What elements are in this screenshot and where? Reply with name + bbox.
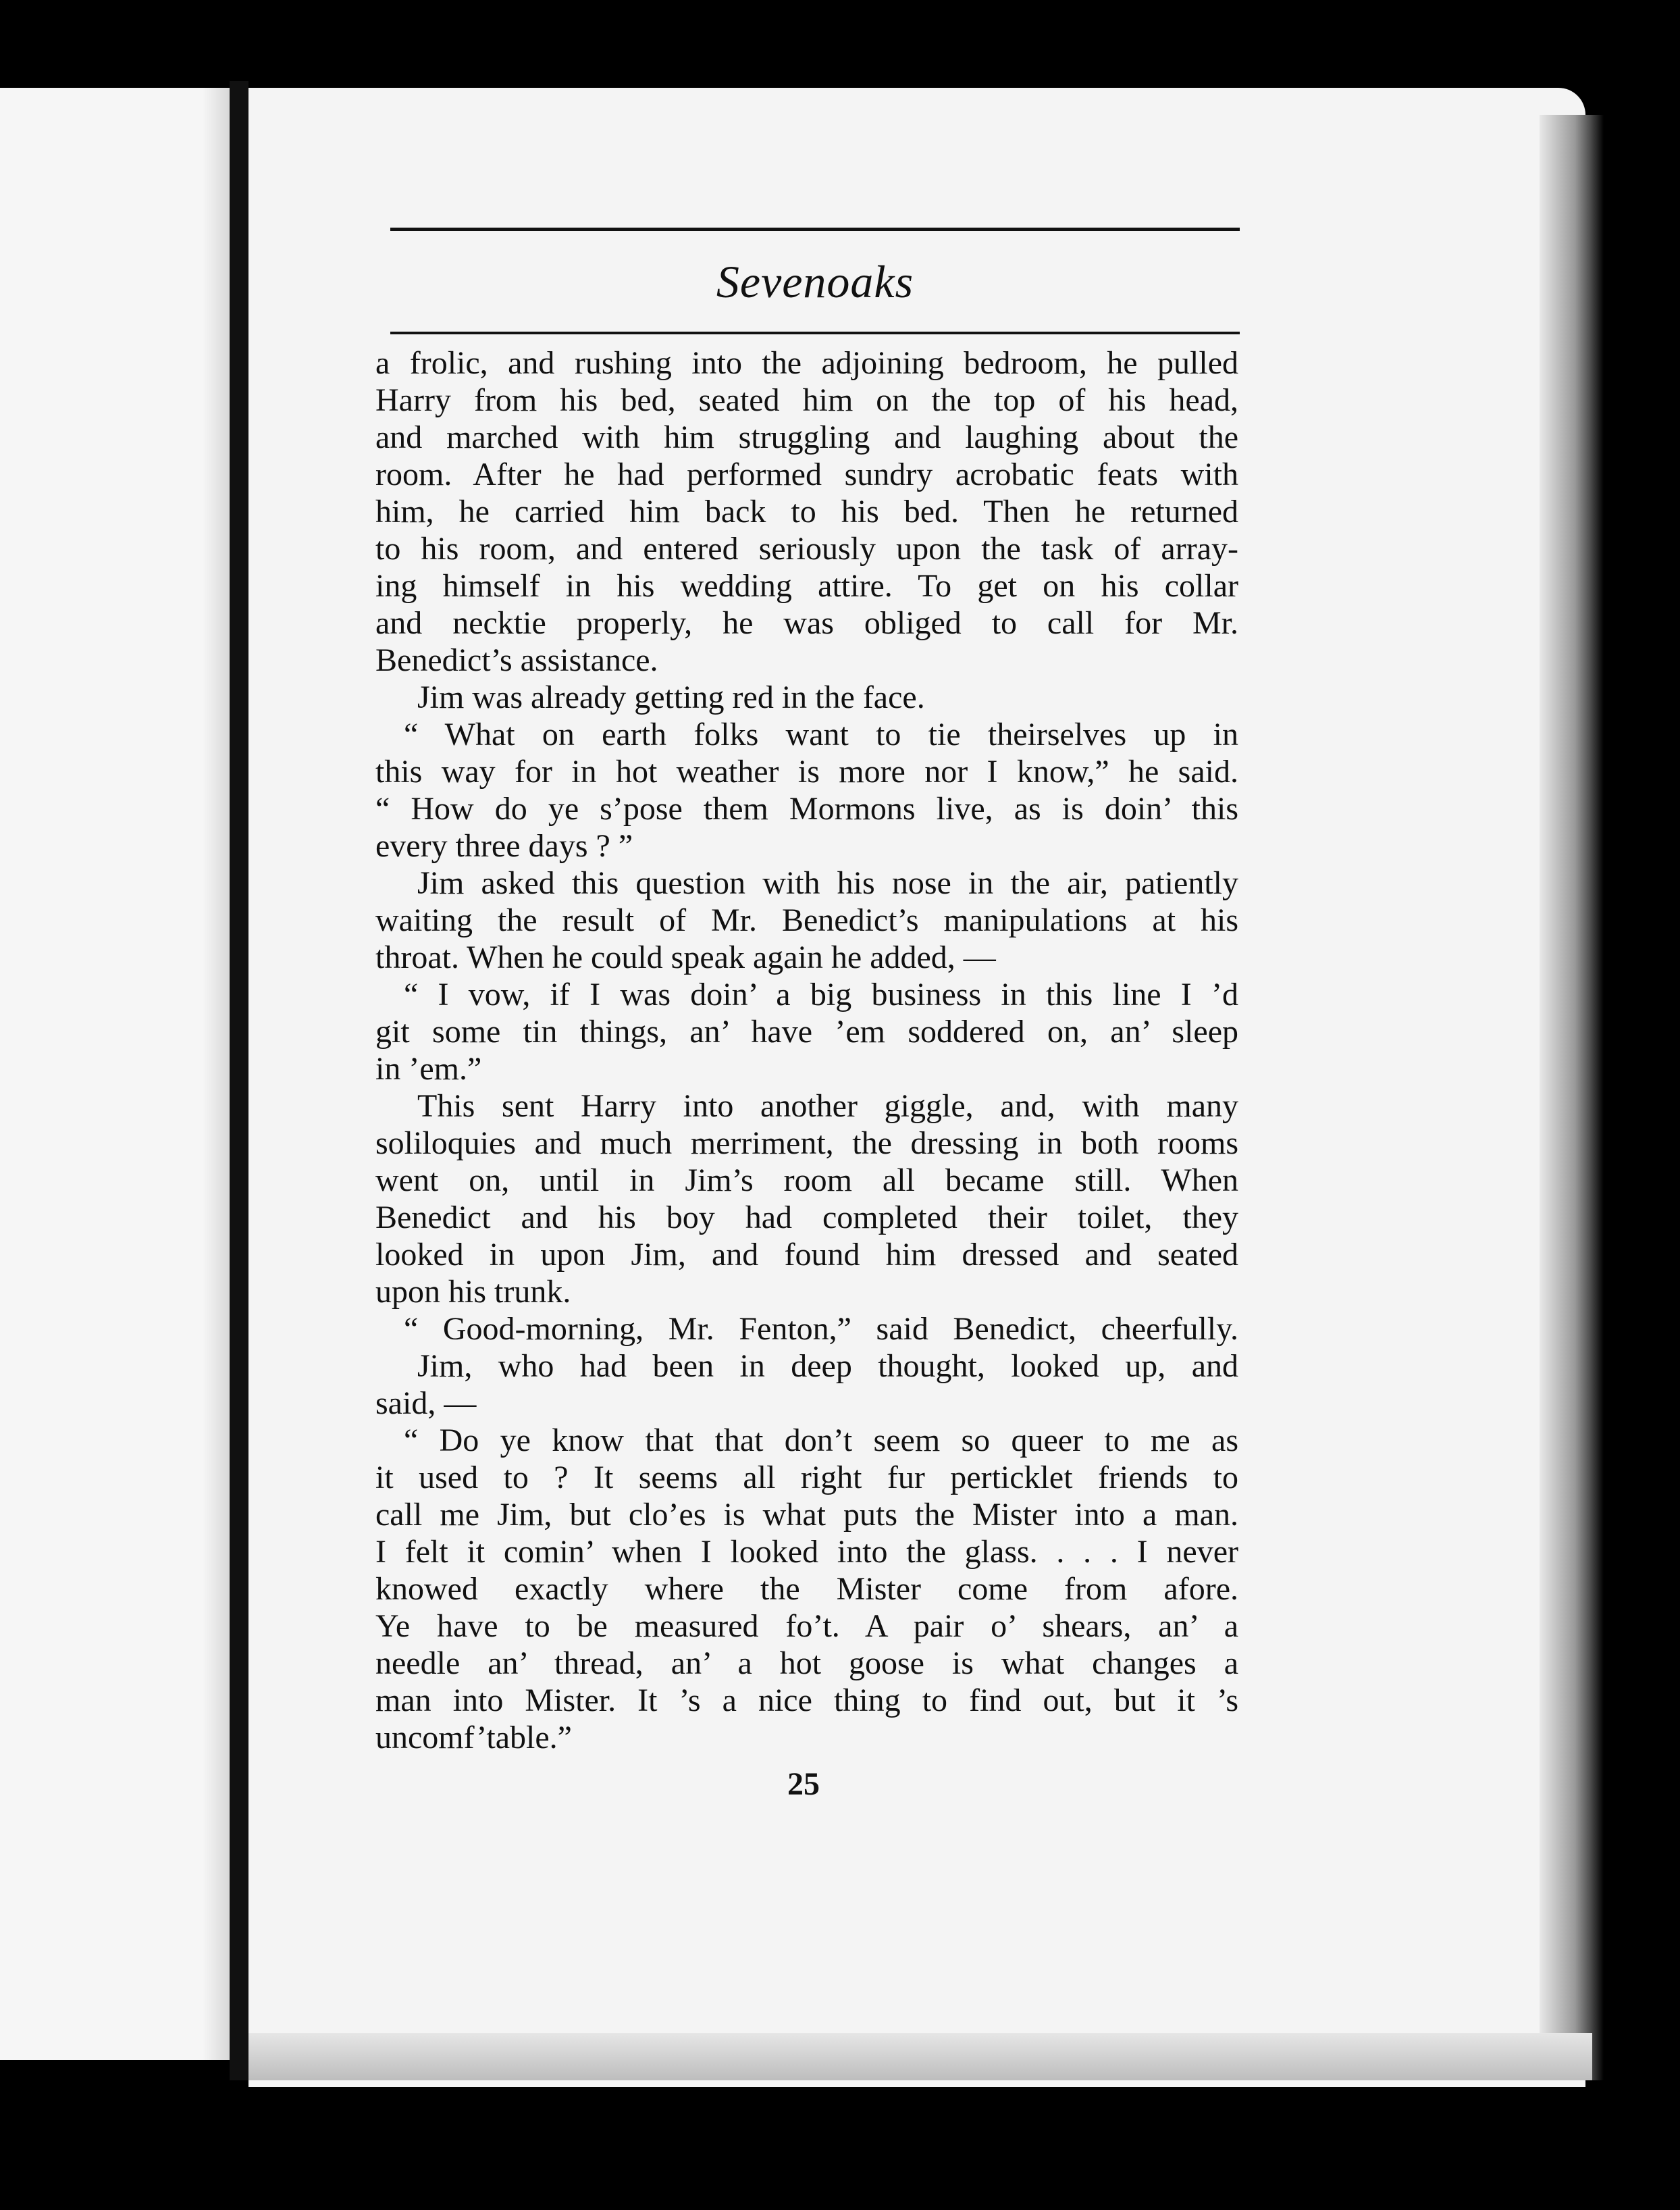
text-line: looked in upon Jim, and found him dressed and seated <box>375 1237 1238 1273</box>
text-line: went on, until in Jim’s room all became still. When <box>375 1162 1238 1198</box>
text-line: every three days ? ” <box>375 828 633 864</box>
text-line: to his room, and entered seriously upon the task of array- <box>375 531 1238 567</box>
text-line: Benedict’s assistance. <box>375 642 658 678</box>
text-line: it used to ? It seems all right fur perticklet friends to <box>375 1460 1238 1495</box>
body-text <box>375 344 1238 1756</box>
text-line: room. After he had performed sundry acrobatic feats with <box>375 457 1238 492</box>
header-rule-top <box>390 228 1240 231</box>
text-line: Benedict and his boy had completed their toilet, they <box>375 1200 1238 1235</box>
text-line: needle an’ thread, an’ a hot goose is what changes a <box>375 1645 1238 1681</box>
text-line: soliloquies and much merriment, the dressing in both rooms <box>375 1125 1238 1161</box>
text-line: Jim asked this question with his nose in the air, patiently <box>417 865 1238 901</box>
left-page <box>0 88 230 2060</box>
text-line: upon his trunk. <box>375 1274 571 1310</box>
text-line: Ye have to be measured fo’t. A pair o’ shears, an’ a <box>375 1608 1238 1644</box>
text-line: waiting the result of Mr. Benedict’s manipulations at his <box>375 902 1238 938</box>
text-line: him, he carried him back to his bed. Then he returned <box>375 494 1238 530</box>
book-gutter <box>230 81 248 2080</box>
page-number: 25 <box>787 1766 820 1802</box>
text-line: “ I vow, if I was doin’ a big business in this line I ’d <box>404 977 1238 1012</box>
text-line: This sent Harry into another giggle, and, with many <box>417 1088 1238 1124</box>
text-line: and necktie properly, he was obliged to call for Mr. <box>375 605 1238 641</box>
page-edge <box>1540 115 1604 2080</box>
text-line: “ How do ye s’pose them Mormons live, as is doin’ this <box>375 791 1238 827</box>
text-line: Jim, who had been in deep thought, looked up, and <box>417 1348 1238 1384</box>
running-head: Sevenoaks <box>716 256 914 307</box>
text-line: I felt it comin’ when I looked into the glass. . . . I never <box>375 1534 1238 1570</box>
text-line: “ What on earth folks want to tie theirselves up in <box>404 717 1238 752</box>
text-line: and marched with him struggling and laughing about the <box>375 419 1238 455</box>
text-line: a frolic, and rushing into the adjoining bedroom, he pulled <box>375 345 1238 381</box>
text-line: “ Do ye know that that don’t seem so queer to me as <box>404 1422 1238 1458</box>
text-line: said, — <box>375 1385 477 1421</box>
text-line: “ Good-morning, Mr. Fenton,” said Benedict, cheerfully. <box>404 1311 1238 1347</box>
text-line: knowed exactly where the Mister come from afore. <box>375 1571 1238 1607</box>
header-rule-bottom <box>390 332 1240 334</box>
text-line: git some tin things, an’ have ’em soddered on, an’ sleep <box>375 1014 1238 1050</box>
text-line: in ’em.” <box>375 1051 482 1087</box>
text-line: man into Mister. It ’s a nice thing to find out, but it ’s <box>375 1682 1238 1718</box>
left-page-shadow <box>203 88 230 2060</box>
page-bottom-edge <box>248 2033 1592 2080</box>
text-line: Harry from his bed, seated him on the top of his head, <box>375 382 1238 418</box>
text-line: call me Jim, but clo’es is what puts the Mister into a man. <box>375 1497 1238 1533</box>
text-line: Jim was already getting red in the face. <box>417 679 925 715</box>
text-line: uncomf’table.” <box>375 1720 572 1755</box>
text-line: ing himself in his wedding attire. To get on his collar <box>375 568 1238 604</box>
text-line: throat. When he could speak again he added, — <box>375 940 996 975</box>
text-line: this way for in hot weather is more nor I know,” he said. <box>375 754 1238 790</box>
